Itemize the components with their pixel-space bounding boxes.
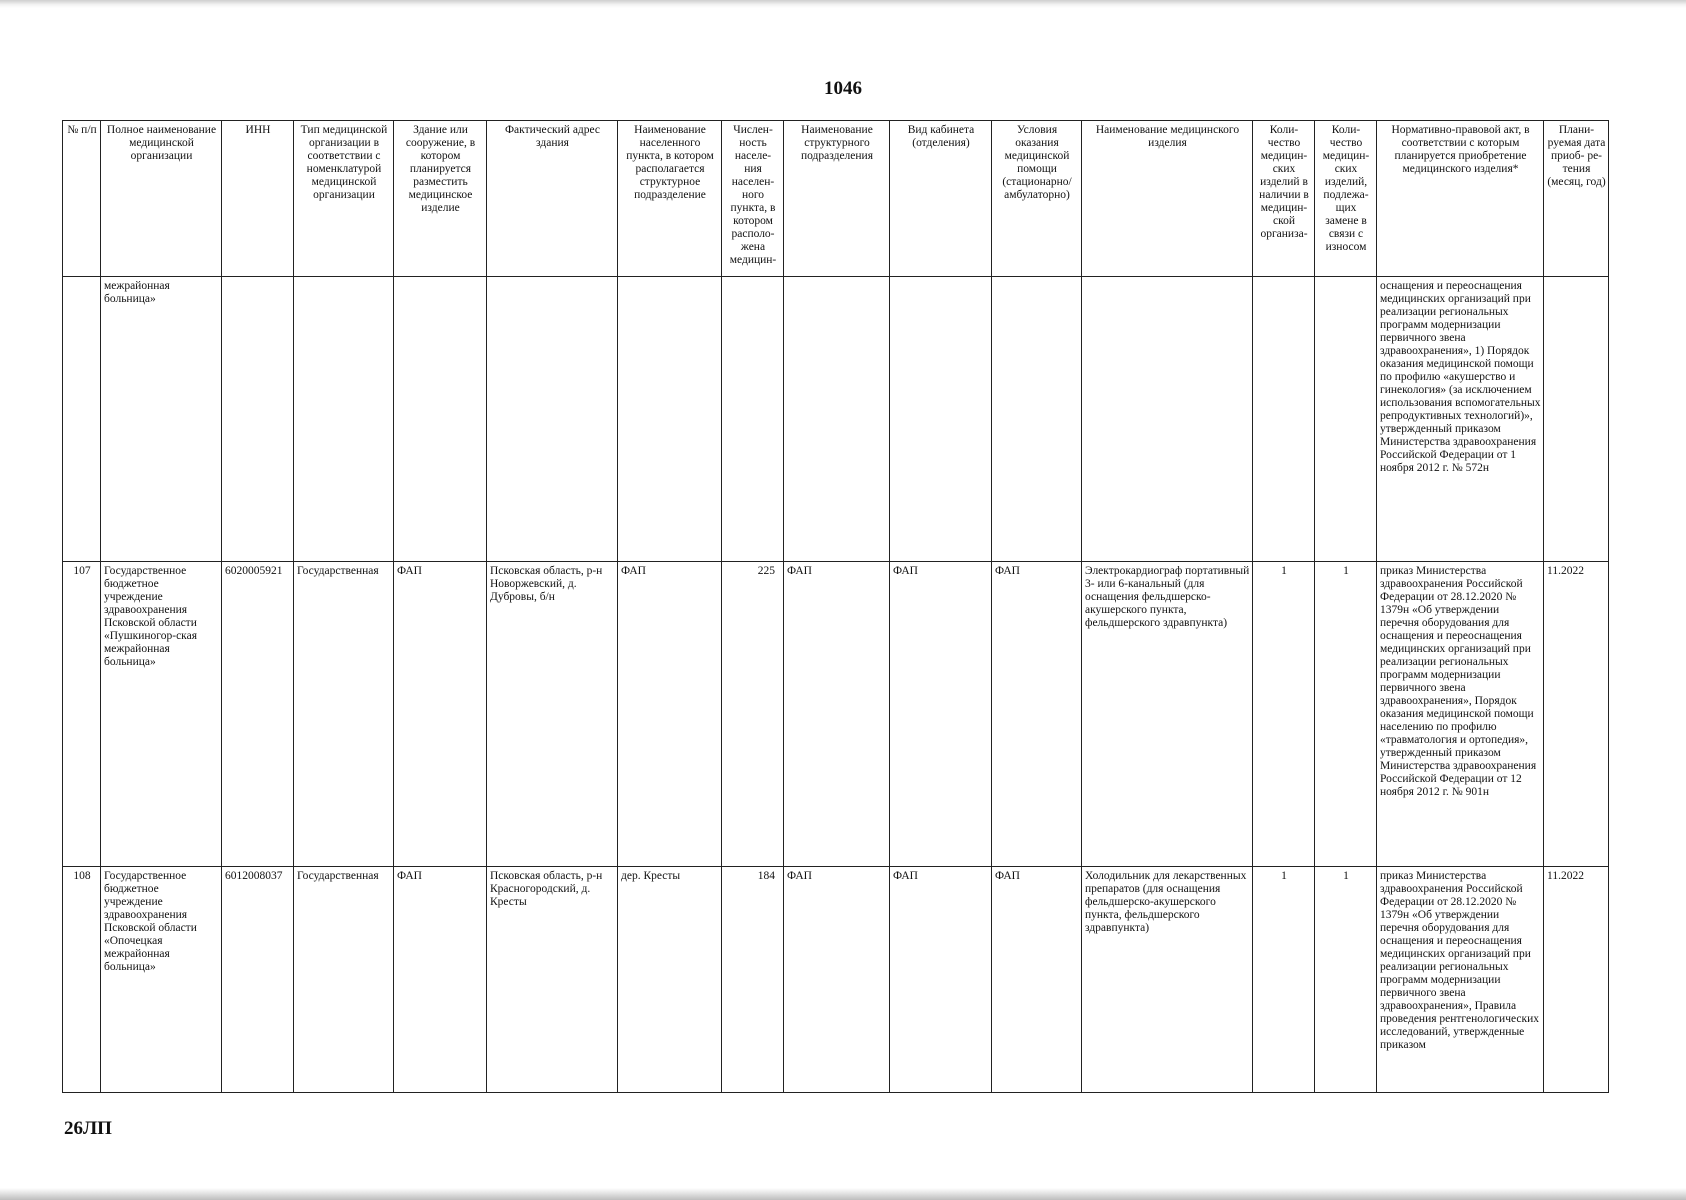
header-act: Нормативно-правовой акт, в соответствии с которым планируется приобретение медицинского изделия* [1377,121,1544,277]
cell-date: 11.2022 [1544,867,1609,1093]
cell-org: Государственное бюджетное учреждение здравоохранения Псковской области «Пушкиногор-ская межрайонная больница» [101,562,222,867]
table-row [63,867,1609,1093]
cell-date [1544,277,1609,562]
header-inn: ИНН [222,121,294,277]
page-number: 1046 [824,78,862,99]
cell-inn [222,277,294,562]
header-cabinet: Вид кабинета (отделения) [890,121,992,277]
cell-type: Государственная [294,867,394,1093]
cell-act: оснащения и переоснащения медицинских организаций при реализации региональных программ модернизации первичного звена здравоохранения», 1) Порядок оказания медицинской помощи по профилю «акушерство и гинекология» (за исключением использования вспомогательных репродуктивных технологий)», утвержденный приказом Министерства здравоохранения Российской Федерации от 1 ноября 2012 г. № 572н [1377,277,1544,562]
cell-building: ФАП [394,562,487,867]
cell-qty-have [1253,277,1315,562]
header-device: Наименование медицинского изделия [1082,121,1253,277]
header-building: Здание или сооружение, в котором планируется разместить медицинское изделие [394,121,487,277]
cell-org: межрайонная больница» [101,277,222,562]
cell-device: Холодильник для лекарственных препаратов (для оснащения фельдшерско-акушерского пункта, фельдшерского здравпункта) [1082,867,1253,1093]
cell-qty-replace: 1 [1315,562,1377,867]
cell-building [394,277,487,562]
cell-address: Псковская область, р-н Красногородский, д. Кресты [487,867,618,1093]
cell-qty-have: 1 [1253,867,1315,1093]
cell-act: приказ Министерства здравоохранения Российской Федерации от 28.12.2020 № 1379н «Об утверждении перечня оборудования для оснащения и переоснащения медицинских организаций при реализации региональных программ модернизации первичного звена здравоохранения», Правила проведения рентгенологических исследований, утвержденные приказом [1377,867,1544,1093]
header-unit: Наименование структурного подразделения [784,121,890,277]
cell-cabinet [890,277,992,562]
cell-qty-replace: 1 [1315,867,1377,1093]
equipment-table [62,120,1609,1093]
cell-cabinet: ФАП [890,562,992,867]
cell-conditions [992,277,1082,562]
cell-unit: ФАП [784,562,890,867]
cell-conditions: ФАП [992,562,1082,867]
cell-num: 107 [63,562,101,867]
cell-population [722,277,784,562]
header-date: Плани- руемая дата приоб- ре- тения (месяц, год) [1544,121,1609,277]
cell-device: Электрокардиограф портативный 3- или 6-канальный (для оснащения фельдшерско-акушерского пункта, фельдшерского здравпункта) [1082,562,1253,867]
cell-population: 184 [722,867,784,1093]
cell-org: Государственное бюджетное учреждение здравоохранения Псковской области «Опочецкая межрайонная больница» [101,867,222,1093]
header-address: Фактический адрес здания [487,121,618,277]
scan-edge-bottom [0,1188,1686,1200]
header-conditions: Условия оказания медицинской помощи (стационарно/ амбулаторно) [992,121,1082,277]
cell-population: 225 [722,562,784,867]
cell-type [294,277,394,562]
cell-date: 11.2022 [1544,562,1609,867]
cell-conditions: ФАП [992,867,1082,1093]
cell-act: приказ Министерства здравоохранения Российской Федерации от 28.12.2020 № 1379н «Об утверждении перечня оборудования для оснащения и переоснащения медицинских организаций при реализации региональных программ модернизации первичного звена здравоохранения», Порядок оказания медицинской помощи населению по профилю «травматология и ортопедия», утвержденный приказом Министерства здравоохранения Российской Федерации от 12 ноября 2012 г. № 901н [1377,562,1544,867]
header-num: № п/п [63,121,101,277]
cell-device [1082,277,1253,562]
cell-locality: дер. Кресты [618,867,722,1093]
cell-qty-have: 1 [1253,562,1315,867]
cell-unit [784,277,890,562]
cell-num: 108 [63,867,101,1093]
header-qty-have: Коли- чество медицин- ских изделий в наличии в медицин- ской организа- [1253,121,1315,277]
cell-locality [618,277,722,562]
cell-type: Государственная [294,562,394,867]
cell-num [63,277,101,562]
cell-locality: ФАП [618,562,722,867]
header-population: Числен- ность населе- ния населен- ного пункта, в котором располо- жена медицин- [722,121,784,277]
header-type: Тип медицинской организации в соответствии с номенклатурой медицинской организации [294,121,394,277]
table-row [63,277,1609,562]
table-header-row [63,121,1609,277]
cell-cabinet: ФАП [890,867,992,1093]
cell-address: Псковская область, р-н Новоржевский, д. Дубровы, б/н [487,562,618,867]
header-locality: Наименование населенного пункта, в котором располагается структурное подразделение [618,121,722,277]
scan-edge-top [0,0,1686,8]
cell-inn: 6020005921 [222,562,294,867]
cell-inn: 6012008037 [222,867,294,1093]
header-qty-replace: Коли- чество медицин- ских изделий, подлежа- щих замене в связи с износом [1315,121,1377,277]
cell-unit: ФАП [784,867,890,1093]
cell-address [487,277,618,562]
table-row [63,562,1609,867]
footer-code: 26ЛП [64,1118,112,1139]
header-org: Полное наименование медицинской организации [101,121,222,277]
cell-building: ФАП [394,867,487,1093]
cell-qty-replace [1315,277,1377,562]
